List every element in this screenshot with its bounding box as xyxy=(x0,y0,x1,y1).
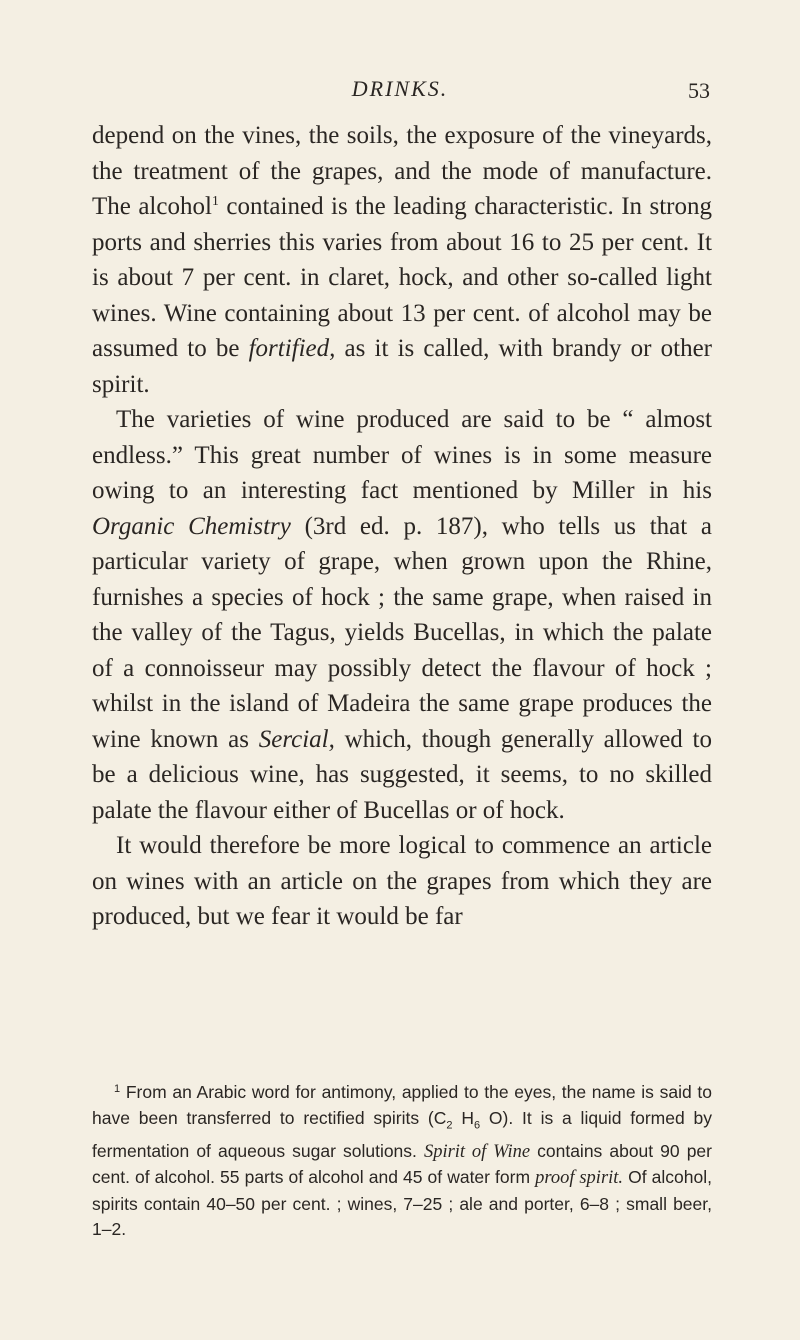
italic-text: fortified, xyxy=(248,335,336,362)
text-run: which, though generally allowed to be a delicious wine, has suggested, it seems, to no skilled palate the flavour either of Bucellas or of hock. xyxy=(92,725,712,824)
text-run: From an Arabic word for antimony, applied to the eyes, the name is said to have been transferred to rectified spirits (C xyxy=(92,1082,712,1128)
text-run: as it is called, with brandy or other spirit. xyxy=(92,335,712,398)
footnote-reference: 1 xyxy=(211,194,219,209)
text-run: (3rd ed. p. 187), who tells us that a particular variety of grape, when grown upon the Rhine, furnishes a species of hock ; the same grape, when raised in the valley of the Tagus, yields Bucellas, in which the palate of a connoisseur may possibly detect the flavour of hock ; whilst in the island of Madeira the same grape produces the wine known as xyxy=(92,512,712,753)
text-run: contained is the leading characteristic. In strong ports and sherries this varies from about 16 to 25 per cent. It is about 7 per cent. in claret, hock, and other so-called light wines. Wine containing about 13 per cent. of alcohol may be assumed to be xyxy=(92,193,712,362)
text-run: depend on the vines, the soils, the exposure of the vineyards, the treatment of the grapes, and the mode of manufacture. The alcohol xyxy=(92,122,712,220)
text-run: O). It is a liquid formed by fermentation of aqueous sugar solutions. xyxy=(92,1107,712,1161)
subscript: 6 xyxy=(473,1119,481,1131)
footnotes xyxy=(92,1080,712,1243)
text-run: contains about 90 per cent. of alcohol. 55 parts of alcohol and 45 of water form xyxy=(92,1140,712,1187)
page-number: 53 xyxy=(688,78,710,103)
paragraph xyxy=(92,402,712,828)
paragraph xyxy=(92,828,712,935)
subscript: 2 xyxy=(446,1119,453,1131)
text-run: H xyxy=(452,1107,474,1128)
footnote-marker: 1 xyxy=(114,1083,121,1095)
body-text xyxy=(92,118,712,935)
italic-text: Organic Chemistry xyxy=(92,512,291,540)
italic-text: Spirit of Wine xyxy=(423,1141,531,1162)
footnote xyxy=(92,1080,712,1243)
text-run: Of alcohol, spirits contain 40–50 per cent. ; wines, 7–25 ; ale and porter, 6–8 ; small beer, 1–2. xyxy=(92,1167,712,1239)
running-title: DRINKS. xyxy=(351,76,449,101)
text-run: It would therefore be more logical to commence an article on wines with an article on the grapes from which they are produced, but we fear it would be far xyxy=(92,832,712,930)
paragraph xyxy=(92,118,712,402)
italic-text: Sercial, xyxy=(258,725,335,753)
italic-text: proof spirit. xyxy=(535,1168,624,1188)
running-head xyxy=(0,76,800,106)
text-run: The varieties of wine produced are said to be “ almost endless.” This great number of wines is in some measure owing to an interesting fact mentioned by Miller in his xyxy=(92,406,712,504)
